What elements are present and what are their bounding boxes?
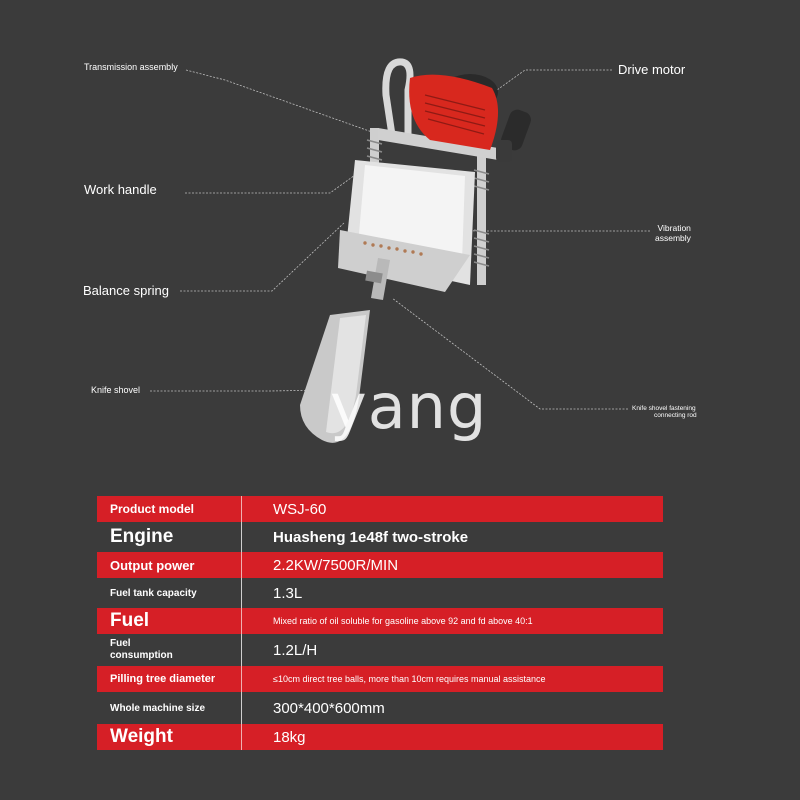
spec-label: Engine bbox=[110, 526, 174, 547]
label-vibration-assembly bbox=[655, 223, 691, 243]
label-fastening-line2: connecting rod bbox=[654, 412, 697, 419]
spec-row-weight bbox=[97, 724, 663, 750]
leader-work-handle bbox=[185, 170, 362, 193]
spec-label: Fuel tank capacity bbox=[110, 587, 197, 599]
spec-value: 18kg bbox=[273, 728, 306, 746]
label-fastening-line1: Knife shovel fastening bbox=[632, 405, 696, 412]
spec-value: WSJ-60 bbox=[273, 500, 327, 518]
spec-row-whole-machine-size bbox=[97, 692, 663, 724]
label-transmission-assembly: Transmission assembly bbox=[84, 62, 178, 72]
spec-row-fuel bbox=[97, 608, 663, 634]
spec-value: ≤10cm direct tree balls, more than 10cm requires manual assistance bbox=[273, 674, 546, 684]
spec-table bbox=[97, 496, 663, 750]
watermark-text: yang bbox=[330, 370, 488, 443]
spec-label: Fuel bbox=[110, 610, 150, 631]
spec-label-line2: consumption bbox=[110, 650, 173, 661]
spec-label: Weight bbox=[110, 726, 173, 747]
spec-value: 1.2L/H bbox=[273, 641, 318, 659]
spec-label: Output power bbox=[110, 557, 195, 573]
label-balance-spring: Balance spring bbox=[83, 283, 169, 298]
label-vibration-line2: assembly bbox=[655, 233, 691, 243]
label-drive-motor: Drive motor bbox=[618, 62, 686, 77]
spec-value: 300*400*600mm bbox=[273, 699, 385, 717]
spec-label: Product model bbox=[110, 502, 195, 516]
spec-value: Huasheng 1e48f two-stroke bbox=[273, 528, 469, 546]
label-vibration-line1: Vibration bbox=[657, 223, 691, 233]
spec-row-output-power bbox=[97, 552, 663, 578]
spec-label: Pilling tree diameter bbox=[110, 673, 216, 685]
spec-row-fuel-consumption bbox=[97, 634, 663, 666]
leader-knife-shovel bbox=[150, 390, 325, 391]
spec-row-pilling-tree-diameter bbox=[97, 666, 663, 692]
spec-label: Whole machine size bbox=[110, 702, 206, 714]
spec-row-fuel-tank-capacity bbox=[97, 578, 663, 608]
label-knife-shovel-fastening-rod bbox=[632, 405, 697, 419]
vibration-housing bbox=[338, 160, 475, 292]
leader-balance-spring bbox=[180, 222, 345, 291]
spec-value: 1.3L bbox=[273, 584, 303, 602]
leader-drive-motor bbox=[490, 70, 612, 95]
spec-value: Mixed ratio of oil soluble for gasoline above 92 and fd above 40:1 bbox=[273, 616, 533, 626]
label-work-handle: Work handle bbox=[84, 182, 157, 197]
handle-loop bbox=[386, 62, 410, 140]
spec-label-line1: Fuel bbox=[110, 638, 131, 649]
spec-label bbox=[97, 638, 241, 662]
spec-row-product-model bbox=[97, 496, 663, 522]
leader-transmission bbox=[186, 70, 372, 132]
label-knife-shovel: Knife shovel bbox=[91, 385, 141, 395]
spec-row-engine bbox=[97, 522, 663, 552]
spec-value: 2.2KW/7500R/MIN bbox=[273, 556, 399, 574]
